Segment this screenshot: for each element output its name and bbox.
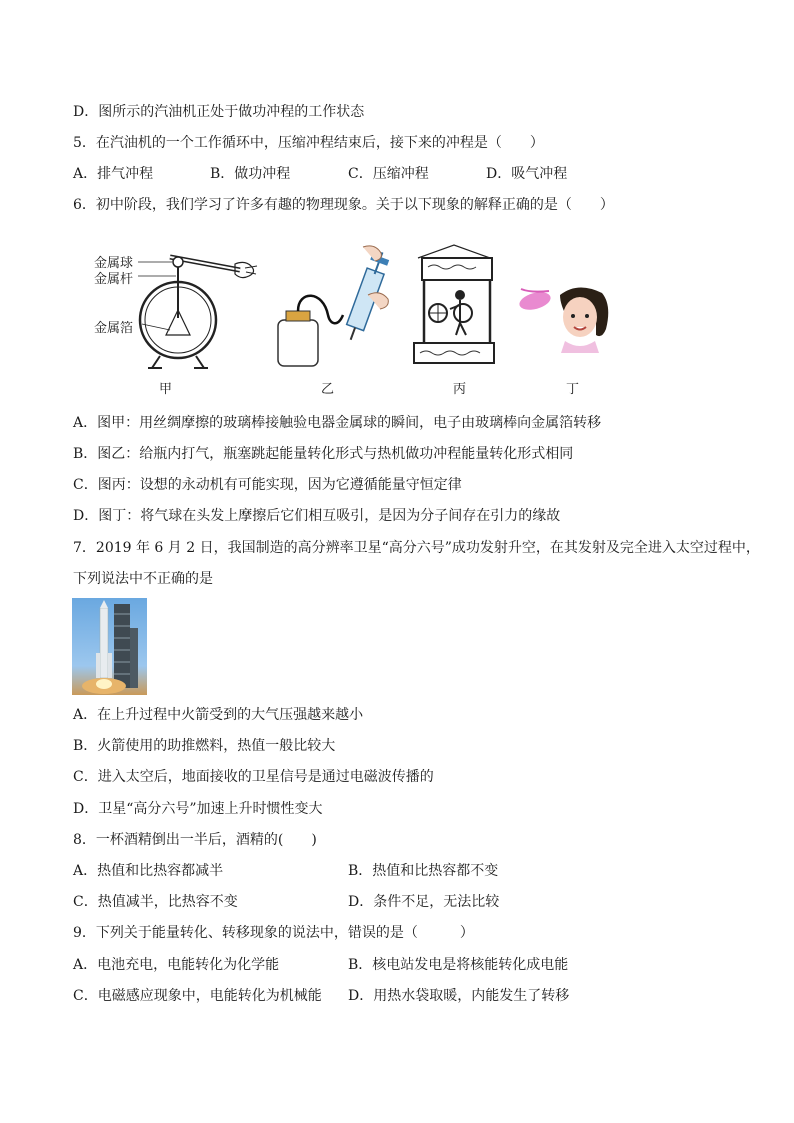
q6-option-d: D．图丁：将气球在头发上摩擦后它们相互吸引，是因为分子间存在引力的缘故 — [73, 508, 561, 524]
q8-option-a: A．热值和比热容都减半 — [73, 863, 224, 879]
q9-stem: 9．下列关于能量转化、转移现象的说法中，错误的是（ ） — [73, 925, 474, 941]
q7-option-d: D．卫星“高分六号”加速上升时惯性变大 — [73, 801, 323, 817]
q8-option-d: D．条件不足，无法比较 — [348, 894, 500, 910]
balloon-girl-figure — [515, 283, 610, 353]
bottle-pump-figure — [268, 245, 398, 370]
label-metal-rod: 金属杆 — [94, 272, 134, 287]
q7-stem-line1: 7．2019 年 6 月 2 日，我国制造的高分辨率卫星“高分六号”成功发射升空，在其发射及完全进入太空过程中， — [73, 540, 760, 556]
q6-option-a: A．图甲：用丝绸摩擦的玻璃棒接触验电器金属球的瞬间，电子由玻璃棒向金属箔转移 — [73, 415, 602, 431]
q5-stem: 5．在汽油机的一个工作循环中，压缩冲程结束后，接下来的冲程是（ ） — [73, 135, 544, 151]
q5-option-b: B．做功冲程 — [210, 166, 291, 182]
label-metal-foil: 金属箔 — [94, 321, 134, 336]
q7-stem-line2: 下列说法中不正确的是 — [73, 571, 213, 587]
q9-option-b: B．核电站发电是将核能转化成电能 — [348, 957, 569, 973]
q5-option-d: D．吸气冲程 — [486, 166, 568, 182]
q6-option-b: B．图乙：给瓶内打气，瓶塞跳起能量转化形式与热机做功冲程能量转化形式相同 — [73, 446, 574, 462]
q9-option-a: A．电池充电，电能转化为化学能 — [73, 957, 280, 973]
caption-jia: 甲 — [159, 382, 173, 397]
q9-option-c: C．电磁感应现象中，电能转化为机械能 — [73, 988, 322, 1004]
caption-ding: 丁 — [566, 382, 580, 397]
q6-stem: 6．初中阶段，我们学习了许多有趣的物理现象。关于以下现象的解释正确的是（ ） — [73, 197, 614, 213]
q4-option-d: D．图所示的汽油机正处于做功冲程的工作状态 — [73, 104, 365, 120]
label-metal-ball: 金属球 — [94, 256, 134, 271]
caption-yi: 乙 — [321, 382, 335, 397]
q7-option-c: C．进入太空后，地面接收的卫星信号是通过电磁波传播的 — [73, 769, 434, 785]
q7-option-a: A．在上升过程中火箭受到的大气压强越来越小 — [73, 707, 364, 723]
q6-option-c: C．图丙：设想的永动机有可能实现，因为它遵循能量守恒定律 — [73, 477, 462, 493]
q5-option-a: A．排气冲程 — [73, 166, 154, 182]
caption-bing: 丙 — [453, 382, 467, 397]
q9-option-d: D．用热水袋取暖，内能发生了转移 — [348, 988, 570, 1004]
q8-option-b: B．热值和比热容都不变 — [348, 863, 499, 879]
rocket-launch-photo — [72, 598, 147, 695]
q8-option-c: C．热值减半，比热容不变 — [73, 894, 238, 910]
perpetual-motion-figure — [408, 243, 500, 368]
q5-option-c: C．压缩冲程 — [348, 166, 429, 182]
q8-stem: 8．一杯酒精倒出一半后，酒精的( ) — [73, 832, 317, 848]
q7-option-b: B．火箭使用的助推燃料，热值一般比较大 — [73, 738, 336, 754]
